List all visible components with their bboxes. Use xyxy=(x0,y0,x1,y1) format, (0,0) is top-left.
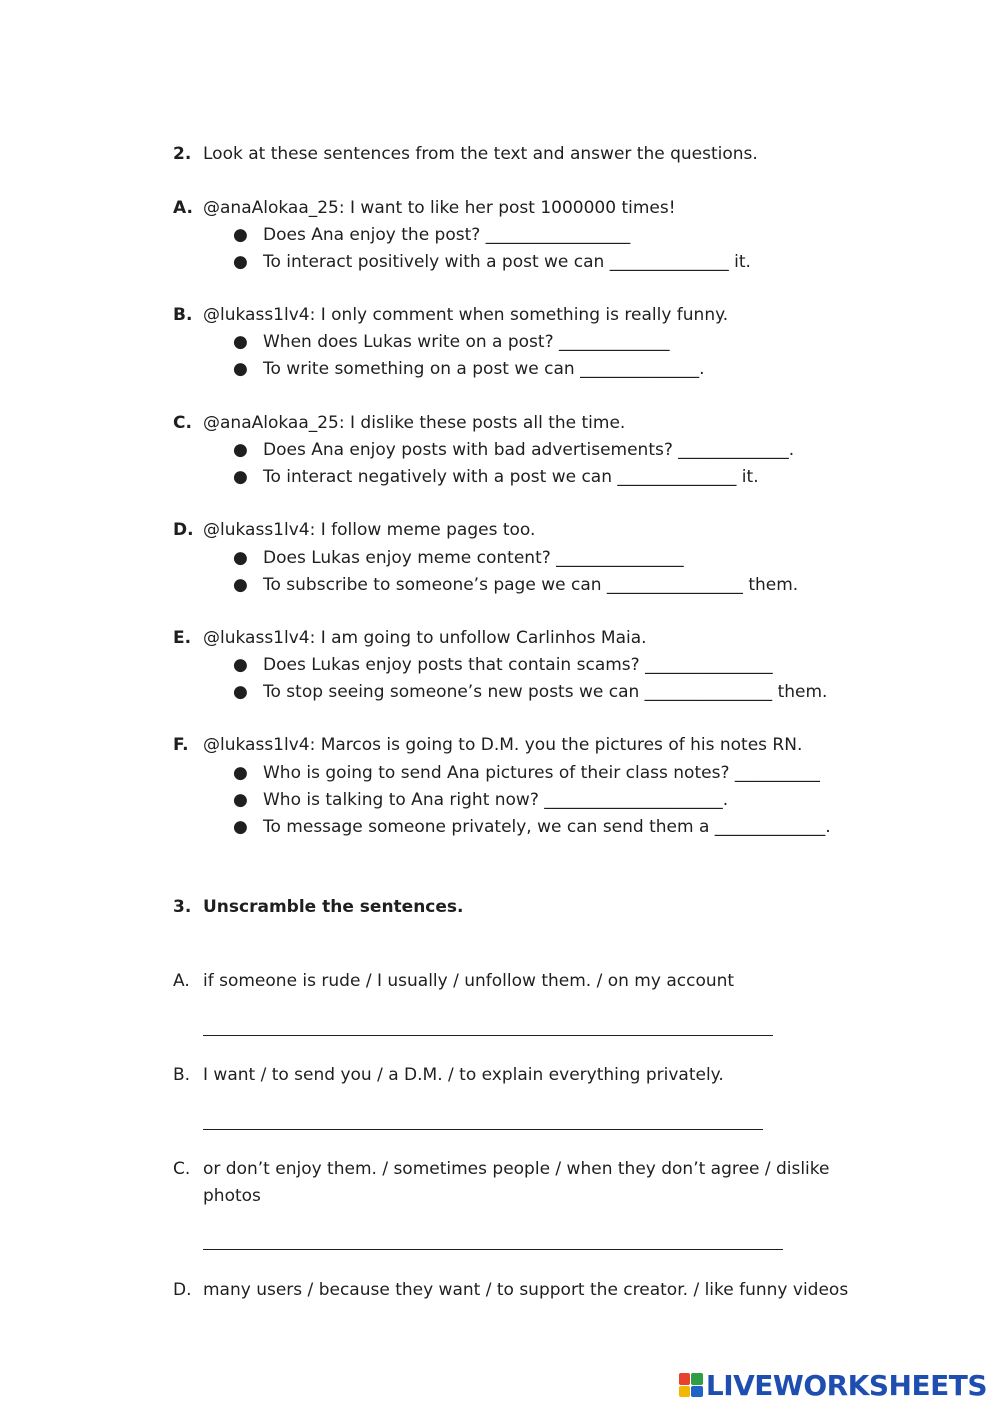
unscramble-c-prompt: or don’t enjoy them. / sometimes people / when they don’t agree / dislike xyxy=(203,1159,830,1179)
item-f-question-2[interactable]: Who is talking to Ana right now? _____________________. xyxy=(263,790,729,810)
unscramble-d-letter: D. xyxy=(173,1280,192,1300)
item-a-question-1[interactable]: Does Ana enjoy the post? _________________ xyxy=(263,225,631,245)
unscramble-d-prompt: many users / because they want / to support the creator. / like funny videos xyxy=(203,1280,849,1300)
unscramble-a-prompt: if someone is rude / I usually / unfollow them. / on my account xyxy=(203,971,735,991)
unscramble-b-prompt: I want / to send you / a D.M. / to explain everything privately. xyxy=(203,1065,724,1085)
item-e-sentence: @lukass1lv4: I am going to unfollow Carlinhos Maia. xyxy=(203,628,647,648)
logo-mark-icon xyxy=(679,1373,703,1397)
liveworksheets-logo[interactable] xyxy=(679,1368,987,1402)
bullet-icon: ● xyxy=(233,655,248,675)
logo-text: LIVEWORKSHEETS xyxy=(705,1368,987,1402)
bullet-icon: ● xyxy=(233,817,248,837)
item-a-letter: A. xyxy=(173,198,193,218)
item-c-question-2[interactable]: To interact negatively with a post we can ______________ it. xyxy=(263,467,759,487)
item-b-letter: B. xyxy=(173,305,193,325)
item-a-sentence: @anaAlokaa_25: I want to like her post 1000000 times! xyxy=(203,198,676,218)
unscramble-a-letter: A. xyxy=(173,971,190,991)
bullet-icon: ● xyxy=(233,763,248,783)
bullet-icon: ● xyxy=(233,575,248,595)
item-a-question-2[interactable]: To interact positively with a post we can ______________ it. xyxy=(263,252,751,272)
item-b-question-2[interactable]: To write something on a post we can ______________. xyxy=(263,359,705,379)
bullet-icon: ● xyxy=(233,440,248,460)
unscramble-c-answer-line[interactable] xyxy=(203,1249,783,1250)
bullet-icon: ● xyxy=(233,682,248,702)
bullet-icon: ● xyxy=(233,225,248,245)
item-d-question-1[interactable]: Does Lukas enjoy meme content? _______________ xyxy=(263,548,684,568)
bullet-icon: ● xyxy=(233,790,248,810)
item-f-sentence: @lukass1lv4: Marcos is going to D.M. you the pictures of his notes RN. xyxy=(203,735,803,755)
item-c-sentence: @anaAlokaa_25: I dislike these posts all the time. xyxy=(203,413,626,433)
item-d-letter: D. xyxy=(173,520,194,540)
item-f-letter: F. xyxy=(173,735,189,755)
unscramble-c-letter: C. xyxy=(173,1159,191,1179)
bullet-icon: ● xyxy=(233,332,248,352)
item-f-question-3[interactable]: To message someone privately, we can send them a _____________. xyxy=(263,817,831,837)
bullet-icon: ● xyxy=(233,359,248,379)
bullet-icon: ● xyxy=(233,548,248,568)
item-b-question-1[interactable]: When does Lukas write on a post? _____________ xyxy=(263,332,670,352)
item-e-question-2[interactable]: To stop seeing someone’s new posts we can _______________ them. xyxy=(263,682,828,702)
item-d-question-2[interactable]: To subscribe to someone’s page we can ________________ them. xyxy=(263,575,799,595)
item-c-question-1[interactable]: Does Ana enjoy posts with bad advertisements? _____________. xyxy=(263,440,795,460)
item-c-letter: C. xyxy=(173,413,192,433)
question-3-number: 3. xyxy=(173,897,192,917)
unscramble-a-answer-line[interactable] xyxy=(203,1035,773,1036)
question-2-number: 2. xyxy=(173,144,192,164)
item-b-sentence: @lukass1lv4: I only comment when something is really funny. xyxy=(203,305,729,325)
item-e-question-1[interactable]: Does Lukas enjoy posts that contain scams? _______________ xyxy=(263,655,773,675)
item-e-letter: E. xyxy=(173,628,192,648)
unscramble-b-answer-line[interactable] xyxy=(203,1129,763,1130)
question-3-instruction: Unscramble the sentences. xyxy=(203,897,464,917)
item-f-question-1[interactable]: Who is going to send Ana pictures of their class notes? __________ xyxy=(263,763,820,783)
unscramble-b-letter: B. xyxy=(173,1065,191,1085)
bullet-icon: ● xyxy=(233,252,248,272)
bullet-icon: ● xyxy=(233,467,248,487)
unscramble-c-prompt-continued: photos xyxy=(203,1186,261,1206)
question-2-instruction: Look at these sentences from the text and answer the questions. xyxy=(203,144,758,164)
item-d-sentence: @lukass1lv4: I follow meme pages too. xyxy=(203,520,536,540)
